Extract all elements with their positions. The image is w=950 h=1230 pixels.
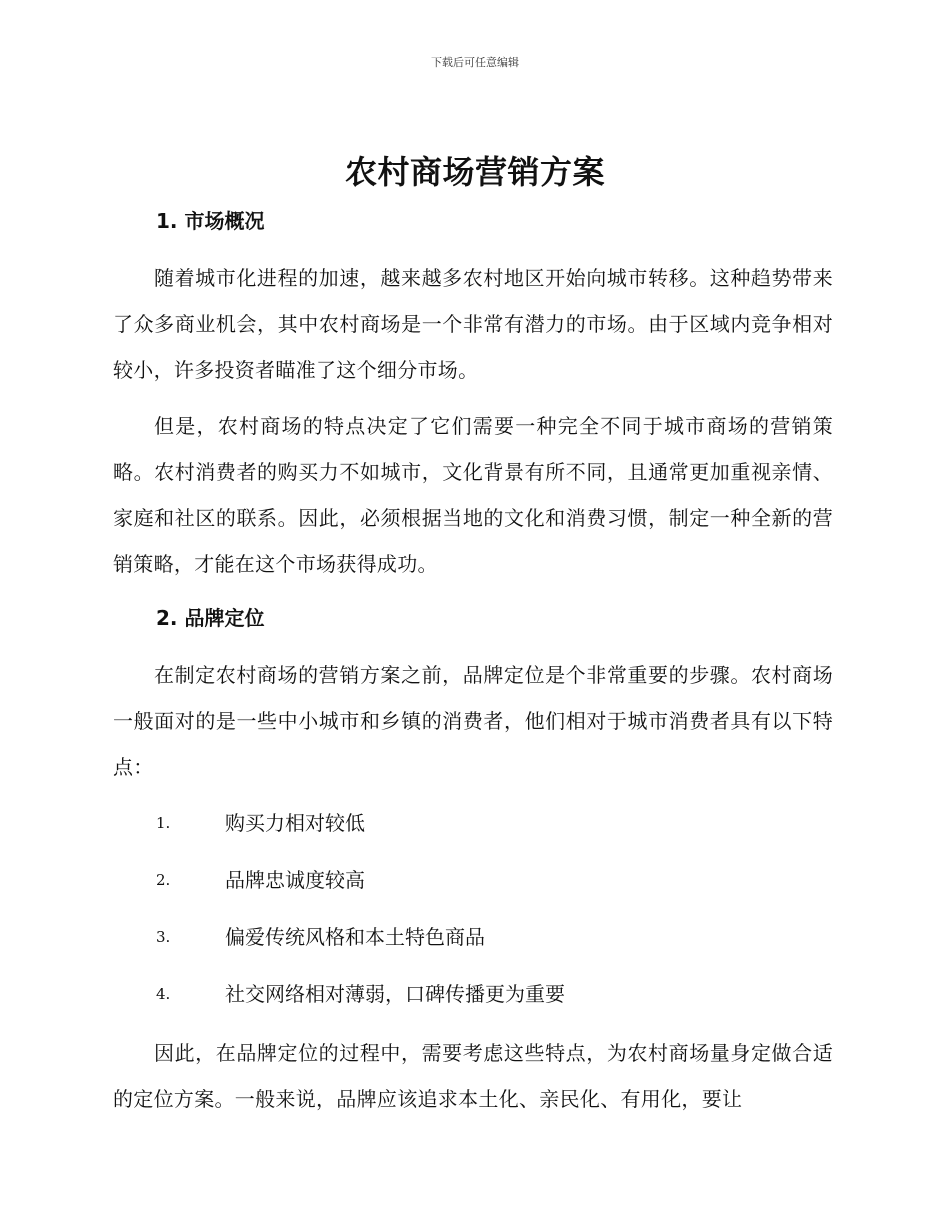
list-item-text: 偏爱传统风格和本土特色商品 <box>225 925 485 949</box>
list-item <box>156 865 836 895</box>
paragraph-market-2: 但是，农村商场的特点决定了它们需要一种完全不同于城市商场的营销策略。农村消费者的购买力不如城市，文化背景有所不同，且通常更加重视亲情、家庭和社区的联系。因此，必须根据当地的文化和消费习惯，制定一种全新的营销策略，才能在这个市场获得成功。 <box>113 414 833 576</box>
list-item-number: 2. <box>156 871 171 889</box>
list-item-number: 4. <box>156 985 171 1003</box>
paragraph-market-1: 随着城市化进程的加速，越来越多农村地区开始向城市转移。这种趋势带来了众多商业机会，其中农村商场是一个非常有潜力的市场。由于区域内竞争相对较小，许多投资者瞄准了这个细分市场。 <box>113 266 833 382</box>
list-item-text: 社交网络相对薄弱，口碑传播更为重要 <box>225 982 565 1006</box>
list-item <box>156 979 836 1009</box>
paragraph-brand-conclusion: 因此，在品牌定位的过程中，需要考虑这些特点，为农村商场量身定做合适的定位方案。一般来说，品牌应该追求本土化、亲民化、有用化，要让 <box>113 1041 833 1111</box>
list-item-text: 购买力相对较低 <box>225 811 365 835</box>
list-item <box>156 808 836 838</box>
list-item <box>156 922 836 952</box>
section-heading-brand-positioning: 2. 品牌定位 <box>156 606 265 630</box>
document-title: 农村商场营销方案 <box>344 153 605 191</box>
list-item-number: 3. <box>156 928 171 946</box>
list-item-number: 1. <box>156 814 171 832</box>
section-heading-market-overview: 1. 市场概况 <box>156 209 265 233</box>
header-note: 下载后可任意编辑 <box>431 56 519 69</box>
paragraph-brand-intro: 在制定农村商场的营销方案之前，品牌定位是个非常重要的步骤。农村商场一般面对的是一些中小城市和乡镇的消费者，他们相对于城市消费者具有以下特点： <box>113 663 833 779</box>
list-item-text: 品牌忠诚度较高 <box>225 868 365 892</box>
